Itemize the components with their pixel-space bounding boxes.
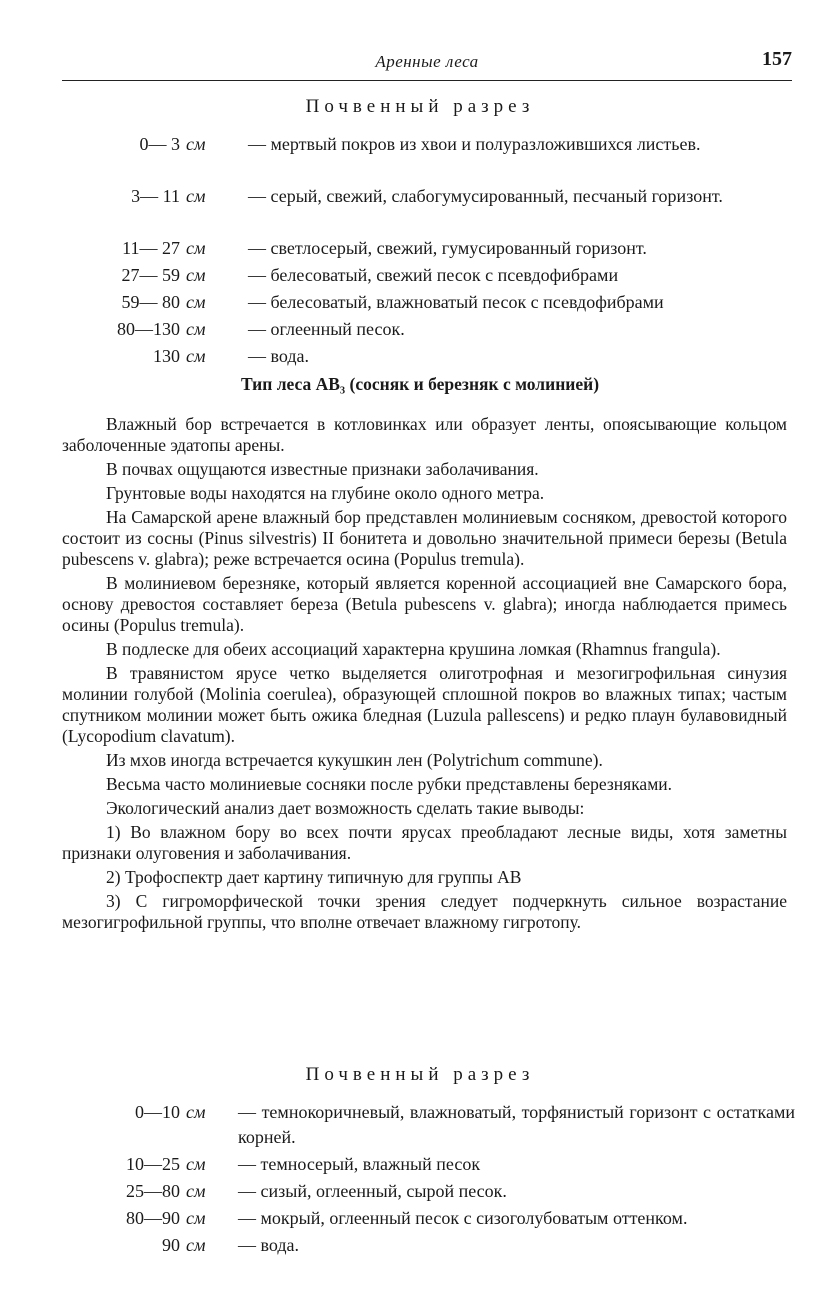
soil-section-title-1: Почвенный разрез — [305, 96, 535, 117]
soil-row — [100, 132, 795, 182]
paragraph: Грунтовые воды находятся на глубине около одного метра. — [106, 483, 545, 503]
soil-depth: 25—80 — [126, 1181, 180, 1201]
paragraph: В подлеске для обеих ассоциаций характерна крушина ломкая (Rhamnus frangula). — [106, 639, 721, 659]
soil-description: — вода. — [238, 1235, 300, 1255]
soil-row — [100, 184, 795, 234]
soil-description: — вода. — [248, 346, 310, 366]
paragraph: Из мхов иногда встречается кукушкин лен (Polytrichum commune). — [106, 750, 603, 770]
soil-description: — сизый, оглеенный, сырой песок. — [238, 1181, 507, 1201]
soil-profile-1 — [100, 132, 795, 371]
paragraph: В травянистом ярусе четко выделяется олиготрофная и мезогигрофильная синузия молинии голубой (Molinia coerulea), образующей сплошной покров во влажных типах; частым спутником молинии может быть ожика бледная (Luzula pallescens) и редко плаун булавовидный (Lycopodium clavatum). — [62, 663, 787, 746]
paragraph: В почвах ощущаются известные признаки заболачивания. — [106, 459, 539, 479]
body-text — [62, 414, 787, 936]
soil-row — [100, 1233, 795, 1258]
soil-unit: см — [186, 319, 206, 339]
soil-description: — мокрый, оглеенный песок с сизоголубоватым оттенком. — [238, 1208, 688, 1228]
soil-description: — оглеенный песок. — [248, 319, 405, 339]
soil-description: — мертвый покров из хвои и полуразложившихся листьев. — [248, 134, 701, 154]
page-number: 157 — [762, 48, 792, 70]
soil-depth: 10—25 — [126, 1154, 180, 1174]
soil-description: — серый, свежий, слабогумусированный, песчаный горизонт. — [248, 186, 723, 206]
paragraph: Экологический анализ дает возможность сделать такие выводы: — [106, 798, 585, 818]
soil-row — [100, 236, 795, 261]
soil-unit: см — [186, 134, 206, 154]
paragraph: В молиниевом березняке, который является коренной ассоциацией вне Самарского бора, основу древостоя составляет береза (Betula pubescens v. glabra); иногда наблюдается примесь осины (Populus tremula). — [62, 573, 787, 635]
soil-unit: см — [186, 238, 206, 258]
paragraph: 1) Во влажном бору во всех почти ярусах преобладают лесные виды, хотя заметны признаки олуговения и заболачивания. — [62, 822, 787, 863]
soil-depth: 3— 11 — [131, 186, 180, 206]
soil-unit: см — [186, 1235, 206, 1255]
soil-row — [100, 317, 795, 342]
soil-profile-2 — [100, 1100, 795, 1260]
soil-depth: 11— 27 — [122, 238, 180, 258]
paragraph: 2) Трофоспектр дает картину типичную для группы АВ — [106, 867, 522, 887]
soil-section-title-2: Почвенный разрез — [305, 1064, 535, 1085]
soil-description: — светлосерый, свежий, гумусированный горизонт. — [248, 238, 647, 258]
soil-unit: см — [186, 1208, 206, 1228]
forest-type-heading: Тип леса АВ₃ (сосняк и березняк с молинией) — [240, 374, 600, 394]
soil-depth: 130 — [153, 346, 180, 366]
page-header — [62, 46, 792, 81]
soil-depth: 59— 80 — [121, 292, 180, 312]
paragraph: Влажный бор встречается в котловинках или образует ленты, опоясывающие кольцом заболоченные эдатопы арены. — [62, 414, 787, 455]
soil-unit: см — [186, 346, 206, 366]
paragraph: Весьма часто молиниевые сосняки после рубки представлены березняками. — [106, 774, 673, 794]
soil-row — [100, 263, 795, 288]
soil-unit: см — [186, 1102, 206, 1122]
soil-depth: 0—10 — [135, 1102, 180, 1122]
paragraph: 3) С гигроморфической точки зрения следует подчеркнуть сильное возрастание мезогигрофильной группы, что вполне отвечает влажному гигротопу. — [62, 891, 787, 932]
soil-row — [100, 1179, 795, 1204]
soil-depth: 27— 59 — [121, 265, 180, 285]
running-title: Аренные леса — [375, 52, 479, 71]
soil-unit: см — [186, 265, 206, 285]
soil-row — [100, 1206, 795, 1231]
soil-depth: 90 — [162, 1235, 180, 1255]
soil-unit: см — [186, 292, 206, 312]
soil-row — [100, 344, 795, 369]
soil-description: — белесоватый, свежий песок с псевдофибрами — [248, 265, 619, 285]
soil-row — [100, 290, 795, 315]
soil-unit: см — [186, 186, 206, 206]
soil-depth: 80—90 — [126, 1208, 180, 1228]
soil-depth: 0— 3 — [139, 134, 180, 154]
soil-row — [100, 1152, 795, 1177]
soil-description: — темнокоричневый, влажноватый, торфянистый горизонт с остатками корней. — [238, 1102, 795, 1147]
soil-unit: см — [186, 1181, 206, 1201]
soil-row — [100, 1100, 795, 1150]
soil-description: — белесоватый, влажноватый песок с псевдофибрами — [248, 292, 664, 312]
soil-unit: см — [186, 1154, 206, 1174]
soil-depth: 80—130 — [117, 319, 180, 339]
soil-description: — темносерый, влажный песок — [238, 1154, 481, 1174]
paragraph: На Самарской арене влажный бор представлен молиниевым сосняком, древостой которого состоит из сосны (Pinus silvestris) II бонитета и довольно значительной примеси березы (Betula pubescens v. glabra); реже встречается осина (Populus tremula). — [62, 507, 787, 569]
